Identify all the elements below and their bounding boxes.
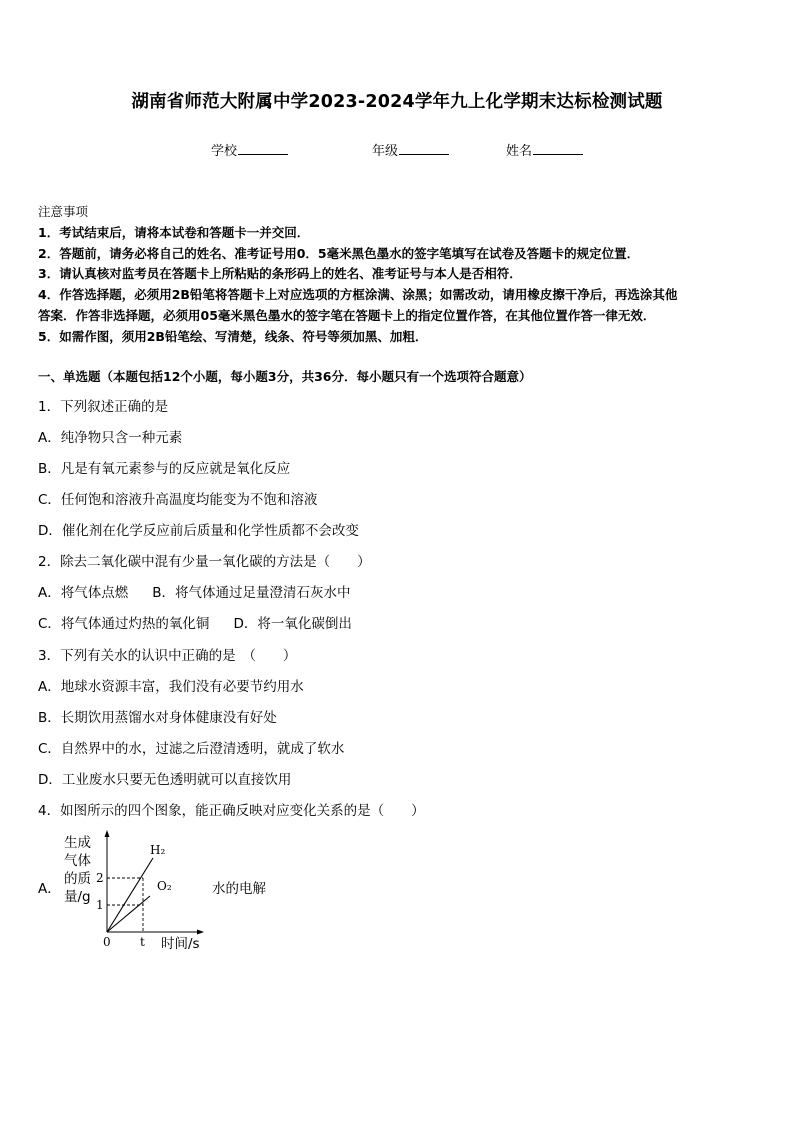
series-label-h2: H₂ — [150, 843, 166, 857]
school-label: 学校 — [211, 144, 238, 159]
question-3-stem: 3．下列有关水的认识中正确的是 （ ） — [38, 648, 297, 664]
graph-ylabel-line: 量/g — [64, 889, 91, 905]
question-2-option-b[interactable]: B．将气体通过足量澄清石灰水中 — [152, 585, 351, 601]
question-1-stem: 1．下列叙述正确的是 — [38, 399, 169, 415]
series-line-o2 — [107, 896, 150, 932]
y-tick-label: 1 — [96, 898, 104, 912]
question-1-option-b[interactable]: B．凡是有氧元素参与的反应就是氧化反应 — [38, 461, 291, 477]
question-4-stem: 4．如图所示的四个图象，能正确反映对应变化关系的是（ ） — [38, 803, 425, 819]
question-2-stem: 2．除去二氧化碳中混有少量一氧化碳的方法是（ ） — [38, 554, 371, 570]
graph-ylabel-line: 生成 — [64, 835, 91, 851]
name-field[interactable] — [506, 140, 583, 159]
question-3-option-c[interactable]: C．自然界中的水，过滤之后澄清透明，就成了软水 — [38, 741, 345, 757]
graph-y-axis-arrow — [105, 830, 110, 837]
question-1-option-d[interactable]: D．催化剂在化学反应前后质量和化学性质都不会改变 — [38, 523, 359, 539]
electrolysis-graph — [90, 826, 220, 954]
question-3-option-b[interactable]: B．长期饮用蒸馏水对身体健康没有好处 — [38, 710, 277, 726]
origin-label: 0 — [103, 935, 111, 949]
graph-ylabel-line: 的质 — [64, 871, 91, 887]
graph-xlabel: 时间/s — [161, 936, 200, 952]
school-field[interactable] — [211, 140, 288, 159]
grade-blank[interactable] — [399, 142, 449, 155]
notice-item: 答案．作答非选择题，必须用05毫米黑色墨水的签字笔在答题卡上的指定位置作答，在其他位置作答一律无效． — [38, 307, 656, 323]
grade-field[interactable] — [372, 140, 449, 159]
grade-label: 年级 — [372, 144, 399, 159]
graph-caption: 水的电解 — [212, 881, 266, 897]
question-4-option-a[interactable]: A． — [38, 881, 61, 897]
question-1-option-a[interactable]: A．纯净物只含一种元素 — [38, 430, 183, 446]
question-2-option-d[interactable]: D．将一氧化碳倒出 — [233, 616, 352, 632]
question-3-option-a[interactable]: A．地球水资源丰富，我们没有必要节约用水 — [38, 679, 304, 695]
x-tick-label: t — [140, 935, 145, 949]
question-2-option-c[interactable]: C．将气体通过灼热的氧化铜 — [38, 616, 210, 632]
name-label: 姓名 — [506, 144, 533, 159]
question-1-option-c[interactable]: C．任何饱和溶液升高温度均能变为不饱和溶液 — [38, 492, 318, 508]
notice-item: 3．请认真核对监考员在答题卡上所粘贴的条形码上的姓名、准考证号与本人是否相符． — [38, 266, 522, 282]
notice-item: 4．作答选择题，必须用2B铅笔将答题卡上对应选项的方框涂满、涂黑；如需改动，请用橡皮擦干净后，再选涂其他 — [38, 287, 678, 303]
section-heading: 一、单选题（本题包括12个小题，每小题3分，共36分．每小题只有一个选项符合题意） — [38, 369, 532, 384]
question-2-options-row-2 — [38, 612, 352, 632]
notice-item: 2．答题前，请务必将自己的姓名、准考证号用0．5毫米黑色墨水的签字笔填写在试卷及答题卡的规定位置． — [38, 245, 640, 261]
question-2-option-a[interactable]: A．将气体点燃 — [38, 585, 129, 601]
series-line-h2 — [107, 858, 153, 932]
question-3-option-d[interactable]: D．工业废水只要无色透明就可以直接饮用 — [38, 772, 292, 788]
question-2-options-row-1 — [38, 581, 351, 601]
page-title: 湖南省师范大附属中学2023-2024学年九上化学期末达标检测试题 — [131, 92, 663, 112]
y-tick-label: 2 — [96, 871, 104, 885]
graph-ylabel-line: 气体 — [64, 853, 91, 869]
notice-block — [38, 202, 762, 348]
notice-heading: 注意事项 — [38, 204, 89, 219]
name-blank[interactable] — [533, 142, 583, 155]
notice-item: 1．考试结束后，请将本试卷和答题卡一并交回． — [38, 224, 310, 240]
school-blank[interactable] — [238, 142, 288, 155]
series-label-o2: O₂ — [157, 879, 172, 893]
notice-item: 5．如需作图，须用2B铅笔绘、写清楚，线条、符号等须加黑、加粗． — [38, 328, 428, 344]
